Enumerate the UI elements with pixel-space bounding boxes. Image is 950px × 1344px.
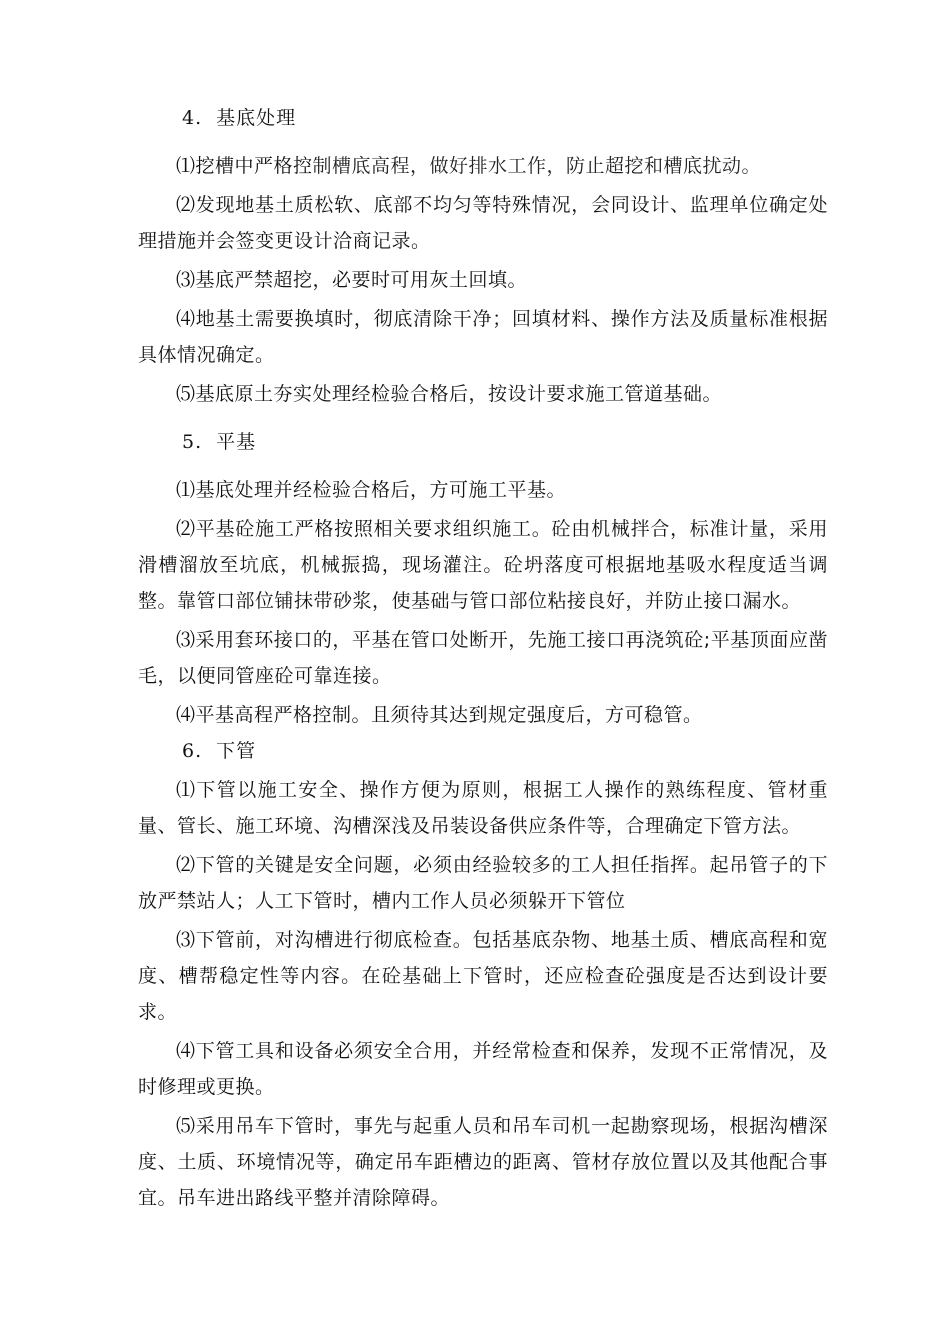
document-body xyxy=(138,100,828,1219)
paragraph-text: ⑴挖槽中严格控 xyxy=(176,155,313,177)
section-title: 平基 xyxy=(216,431,257,453)
paragraph xyxy=(138,376,828,412)
paragraph xyxy=(138,148,828,184)
paragraph xyxy=(138,472,828,508)
paragraph-text: ⑵平基砼施工严格按照相关要求组织施工。砼由机械拌合，标准计量，采用滑槽溜放至坑底，机械振捣，现场灌注。砼坍落度可根据地基吸水程度适当调整。靠管口部位铺抹带砂浆，使基础与管口部位粘接良好，并防止接口漏水。 xyxy=(138,518,828,612)
paragraph xyxy=(138,262,828,298)
paragraph-text: ⑷地基土需要换填时，彻底清除干净；回填材料、操作方法及质量标准根据具体情况确定。 xyxy=(138,308,828,366)
section-number: 5. xyxy=(182,431,203,453)
paragraph-text-continued: 制槽底高程，做好排水工作，防止超挖和槽底扰动。 xyxy=(312,155,762,177)
paragraph-text: ⑸基底原土夯实处理经检验合格后，按设计要求施工管道基础。 xyxy=(176,383,723,405)
section-heading xyxy=(138,733,828,769)
paragraph xyxy=(138,622,828,694)
paragraph xyxy=(138,187,828,259)
paragraph-text: ⑵下管的关键是安全问题，必须由经验较多的工人担任指挥。起吊管子的下放严禁站人；人工下管时，槽内工作人员必须躲开下管位 xyxy=(138,854,828,912)
paragraph-text: ⑴下管以施工安全、操作方便为原则，根据工人操作的熟练程度、管材重量、管长、施工环境、沟槽深浅及吊装设备供应条件等，合理确定下管方法。 xyxy=(138,779,828,837)
paragraph xyxy=(138,1033,828,1105)
section-heading xyxy=(138,100,828,136)
section-number: 4. xyxy=(182,107,203,129)
paragraph xyxy=(138,922,828,1030)
paragraph xyxy=(138,1108,828,1216)
paragraph-text: ⑶下管前，对沟槽进行彻底检查。包括基底杂物、地基土质、槽底高程和宽度、槽帮稳定性等内容。在砼基础上下管时，还应检查砼强度是否达到设计要求。 xyxy=(138,929,828,1023)
section-number: 6. xyxy=(182,740,203,762)
paragraph-text: ⑷平基高程严格控制。且须待其达到规定强度后，方可稳管。 xyxy=(176,704,703,726)
section-heading xyxy=(138,424,828,460)
paragraph-text: ⑴基底处理并经检验合格后，方可施工平基。 xyxy=(176,479,567,501)
section-title: 基底处理 xyxy=(216,107,297,129)
paragraph-text: ⑷下管工具和设备必须安全合用，并经常检查和保养，发现不正常情况，及时修理或更换。 xyxy=(138,1040,828,1098)
paragraph-text: ⑶采用套环接口的，平基在管口处断开，先施工接口再浇筑砼;平基顶面应凿毛，以便同管座砼可靠连接。 xyxy=(138,629,828,687)
paragraph-text: ⑵发现地基土质松软、底部不均匀等特殊情况，会同设计、监理单位确定处理措施并会签变更设计洽商记录。 xyxy=(138,194,828,252)
paragraph xyxy=(138,772,828,844)
paragraph-text: ⑸采用吊车下管时，事先与起重人员和吊车司机一起勘察现场，根据沟槽深度、土质、环境情况等，确定吊车距槽边的距离、管材存放位置以及其他配合事宜。吊车进出路线平整并清除障碍。 xyxy=(138,1115,828,1209)
paragraph-text: ⑶基底严禁超挖，必要时可用灰土回填。 xyxy=(176,269,528,291)
section-title: 下管 xyxy=(216,740,257,762)
paragraph xyxy=(138,847,828,919)
paragraph xyxy=(138,301,828,373)
paragraph xyxy=(138,697,828,733)
paragraph xyxy=(138,511,828,619)
